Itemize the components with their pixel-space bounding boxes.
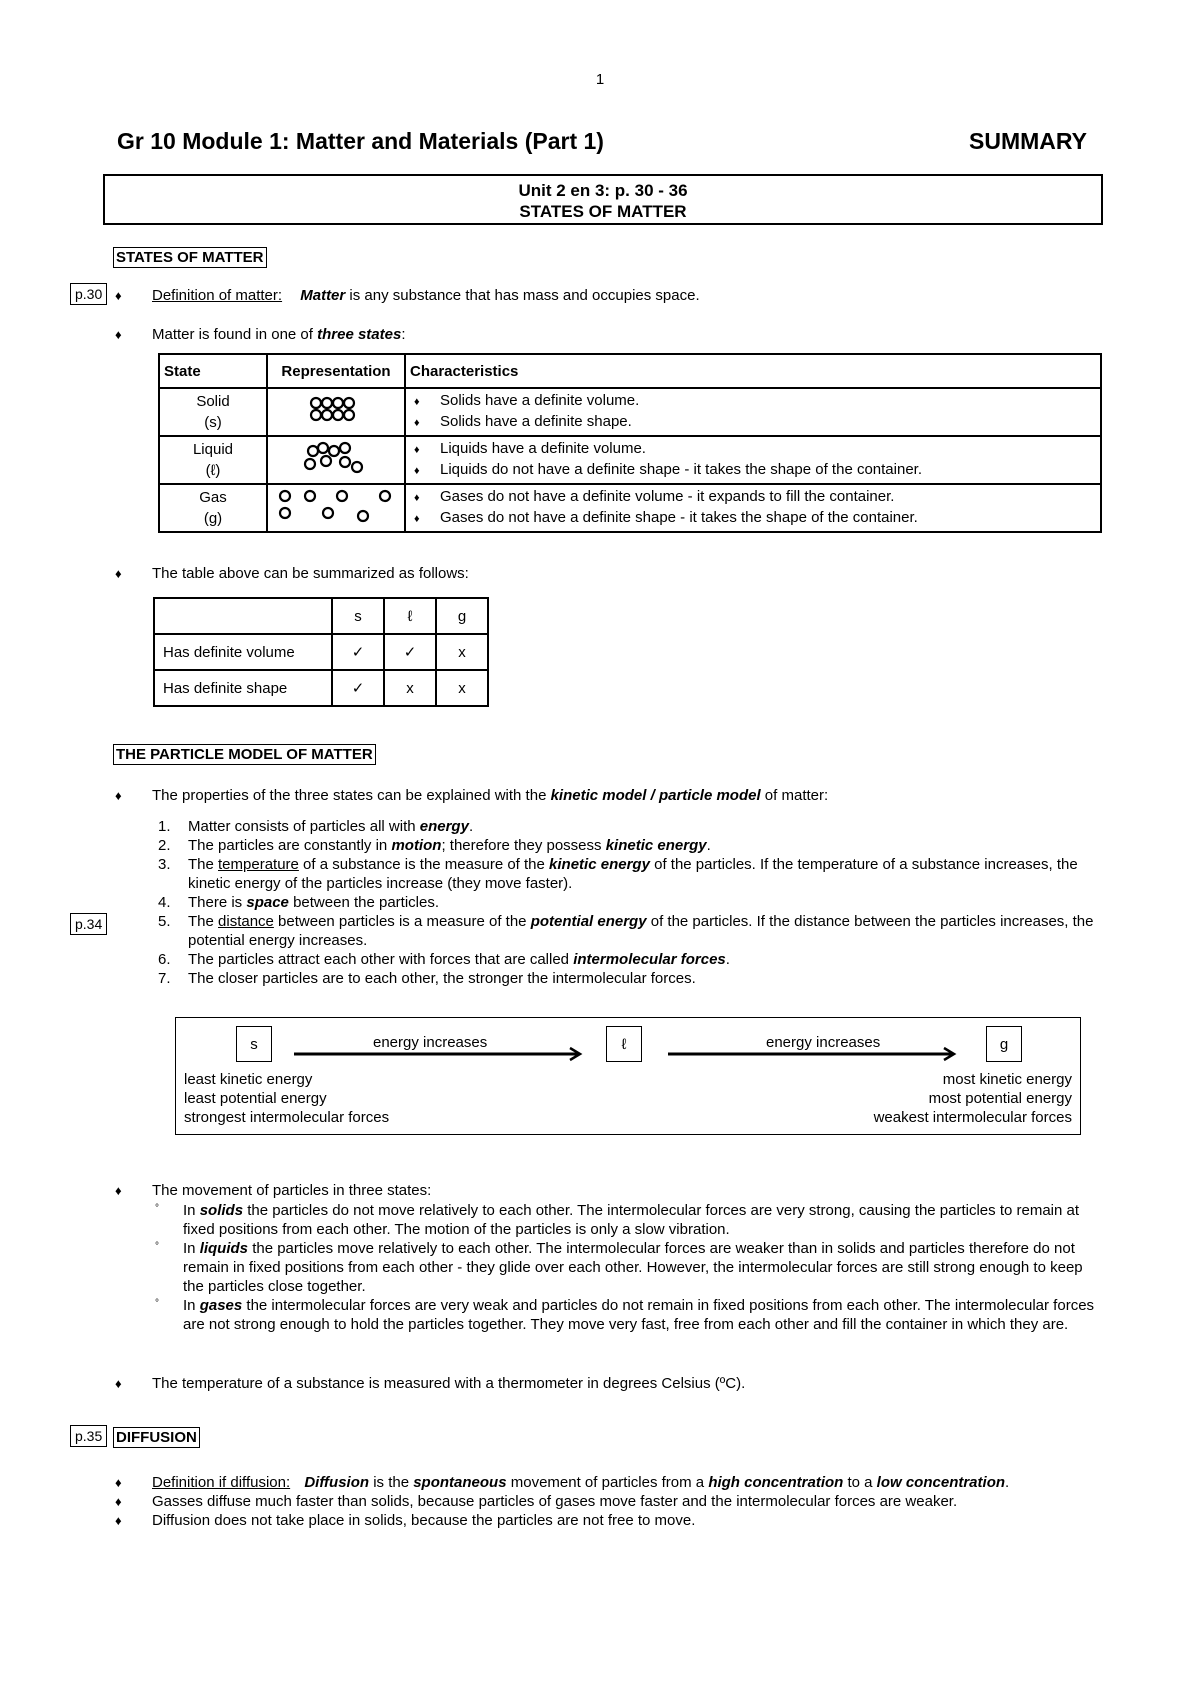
table-row: [159, 436, 1101, 484]
table-row: [159, 484, 1101, 532]
three-states-colon: :: [401, 326, 406, 343]
characteristic: ♦ Gases do not have a definite volume - it expands to fill the container.: [410, 487, 1096, 508]
characteristic: ♦ Liquids do not have a definite shape - it takes the shape of the container.: [410, 460, 1096, 481]
item-text: The: [188, 856, 219, 873]
item-text: between particles is a measure of the: [273, 913, 531, 930]
sub-text: In: [183, 1240, 200, 1257]
characteristic: ♦ Solids have a definite shape.: [410, 412, 1096, 433]
state-name: Solid: [196, 393, 230, 410]
particle-model-intro: [152, 787, 828, 804]
gas-particles-icon: [272, 487, 400, 525]
state-name: Gas: [199, 489, 227, 506]
list-item: [158, 893, 1098, 912]
summary-label: SUMMARY: [969, 128, 1087, 154]
bullet-icon: ♦: [115, 788, 122, 803]
arrow-right-icon: [294, 1046, 586, 1062]
table-row: [154, 634, 488, 670]
list-item: [158, 950, 1098, 969]
diffusion-definition: [152, 1474, 1009, 1491]
definition-text: .: [1005, 1474, 1010, 1491]
sub-text: the intermolecular forces are very weak and particles do not remain in fixed positions from each other. The intermolecular forces are not strong enough to hold the particles together. They move very fast, free from each other and fill the container in which they are.: [183, 1297, 1095, 1333]
item-text: ; therefore they possess: [441, 837, 606, 854]
three-states-line: [152, 326, 406, 343]
row-label: Has definite volume: [154, 634, 332, 670]
summary-intro: The table above can be summarized as follows:: [152, 565, 469, 582]
item-text: of the particles. If the temperature of a substance increases, the kinetic energy of the particles increase (they move faster).: [188, 856, 1078, 892]
definition-text: is any substance that has mass and occupies space.: [345, 287, 700, 304]
page-ref-34: p.34: [70, 913, 107, 935]
bullet-icon: ♦: [115, 1475, 122, 1490]
item-number: 5.: [158, 913, 171, 930]
right-properties: [874, 1070, 1072, 1127]
property-line: most potential energy: [928, 1090, 1072, 1107]
item-text: The particles are constantly in: [188, 837, 392, 854]
definition-label: Definition if diffusion:: [152, 1474, 291, 1491]
cell-value: ✓: [384, 634, 436, 670]
item-term: energy: [419, 818, 469, 835]
intro-term: kinetic model / particle model: [550, 787, 761, 804]
characteristic: ♦ Solids have a definite volume.: [410, 391, 1096, 412]
page-ref-35: p.35: [70, 1425, 107, 1447]
sub-text: In: [183, 1202, 200, 1219]
unit-line-1: Unit 2 en 3: p. 30 - 36: [518, 181, 688, 200]
state-symbol: (ℓ): [205, 462, 221, 479]
item-number: 2.: [158, 837, 171, 854]
item-text: .: [706, 837, 711, 854]
state-symbol: (s): [204, 414, 222, 431]
list-item: [158, 836, 1098, 855]
cell-value: x: [436, 634, 488, 670]
state-symbol: (g): [203, 510, 223, 527]
item-text: The: [188, 913, 219, 930]
page-title: Gr 10 Module 1: Matter and Materials (Part 1): [117, 128, 604, 154]
sub-term: gases: [199, 1297, 243, 1314]
gas-box: g: [986, 1026, 1022, 1062]
page-ref-30: p.30: [70, 283, 107, 305]
property-line: most kinetic energy: [942, 1071, 1072, 1088]
matter-definition: [152, 287, 700, 304]
cell-value: x: [436, 670, 488, 706]
sub-term: solids: [199, 1202, 244, 1219]
list-item: [158, 912, 1098, 950]
particle-model-list: [158, 817, 1098, 988]
movement-intro: The movement of particles in three states:: [152, 1182, 432, 1199]
item-underlined: distance: [218, 913, 274, 930]
sub-text: the particles do not move relatively to each other. The intermolecular forces are very strong, causing the particles to remain at fixed positions from each other. The motion of the particles is only a slow vibration.: [183, 1202, 1080, 1238]
item-text: .: [468, 818, 474, 835]
table-row: [154, 670, 488, 706]
col-solid: s: [332, 598, 384, 634]
states-table: [158, 353, 1102, 533]
col-liquid: ℓ: [384, 598, 436, 634]
property-line: weakest intermolecular forces: [873, 1109, 1072, 1126]
movement-gases: [183, 1296, 1103, 1334]
diffusion-line-3: Diffusion does not take place in solids, because the particles are not free to move.: [152, 1512, 696, 1529]
liquid-particles-icon: [301, 441, 371, 475]
item-text: The particles attract each other with forces that are called: [188, 951, 574, 968]
item-text: of a substance is the measure of the: [298, 856, 550, 873]
item-underlined: temperature: [218, 856, 299, 873]
state-name: Liquid: [192, 441, 234, 458]
definition-text: movement of particles from a: [506, 1474, 709, 1491]
intro-post: of matter:: [760, 787, 829, 804]
item-text: between the particles.: [288, 894, 439, 911]
item-term: motion: [391, 837, 442, 854]
unit-line-2: STATES OF MATTER: [519, 202, 687, 221]
header-state: State: [159, 354, 267, 388]
item-number: 1.: [158, 818, 171, 835]
header-representation: Representation: [267, 354, 405, 388]
definition-term: Matter: [300, 287, 346, 304]
definition-term: low concentration: [876, 1474, 1006, 1491]
item-text: of the particles. If the distance between the particles increases, the potential energy increases.: [188, 913, 1094, 949]
unit-box: [103, 174, 1103, 225]
list-item: [158, 817, 1098, 836]
sub-term: liquids: [199, 1240, 249, 1257]
energy-diagram: [175, 1017, 1081, 1135]
item-term: intermolecular forces: [573, 951, 726, 968]
bullet-icon: ♦: [115, 1494, 122, 1509]
page-number: 1: [595, 71, 605, 88]
item-text: .: [725, 951, 730, 968]
item-term: space: [246, 894, 289, 911]
liquid-box: ℓ: [606, 1026, 642, 1062]
header-characteristics: Characteristics: [405, 354, 1101, 388]
bullet-icon: ♦: [115, 327, 122, 342]
property-line: least kinetic energy: [184, 1071, 313, 1088]
three-states-text: Matter is found in one of: [152, 326, 318, 343]
row-label: Has definite shape: [154, 670, 332, 706]
sub-bullet-icon: °: [155, 1298, 159, 1309]
sub-text: In: [183, 1297, 200, 1314]
item-text: The closer particles are to each other, the stronger the intermolecular forces.: [188, 970, 696, 987]
movement-liquids: [183, 1239, 1103, 1296]
list-item: [158, 969, 1098, 988]
cell-value: ✓: [332, 670, 384, 706]
arrow-right-icon: [668, 1046, 960, 1062]
three-states-term: three states: [317, 326, 402, 343]
solid-particles-icon: [308, 395, 364, 425]
sub-bullet-icon: °: [155, 1203, 159, 1214]
item-term: potential energy: [530, 913, 647, 930]
definition-term: Diffusion: [304, 1474, 370, 1491]
property-line: least potential energy: [184, 1090, 327, 1107]
characteristic: ♦ Liquids have a definite volume.: [410, 439, 1096, 460]
left-properties: [184, 1070, 389, 1127]
cell-value: x: [384, 670, 436, 706]
definition-text: to a: [843, 1474, 877, 1491]
item-text: Matter consists of particles all with: [188, 818, 420, 835]
bullet-icon: ♦: [115, 1513, 122, 1528]
definition-term: spontaneous: [413, 1474, 507, 1491]
movement-solids: [183, 1201, 1103, 1239]
sub-text: the particles move relatively to each other. The intermolecular forces are weaker than in solids and particles therefore do not remain in fixed positions from each other - they glide over each other. However, the intermolecular forces are still strong enough to keep the particles close together.: [183, 1240, 1083, 1295]
definition-label: Definition of matter:: [152, 287, 283, 304]
temperature-line: The temperature of a substance is measured with a thermometer in degrees Celsius (ºC).: [152, 1375, 746, 1392]
bullet-icon: ♦: [115, 1183, 122, 1198]
item-number: 3.: [158, 856, 171, 873]
characteristic: ♦ Gases do not have a definite shape - it takes the shape of the container.: [410, 508, 1096, 529]
item-number: 4.: [158, 894, 171, 911]
bullet-icon: ♦: [115, 566, 122, 581]
bullet-icon: ♦: [115, 288, 122, 303]
definition-term: high concentration: [708, 1474, 844, 1491]
cell-value: ✓: [332, 634, 384, 670]
arrow-label: energy increases: [373, 1034, 488, 1051]
list-item: [158, 855, 1098, 893]
arrow-label: energy increases: [766, 1034, 881, 1051]
intro-text: The properties of the three states can be explained with the: [152, 787, 551, 804]
item-text: There is: [188, 894, 247, 911]
summary-table: [153, 597, 489, 707]
item-number: 6.: [158, 951, 171, 968]
bullet-icon: ♦: [115, 1376, 122, 1391]
sub-bullet-icon: °: [155, 1241, 159, 1252]
table-row: [159, 388, 1101, 436]
property-line: strongest intermolecular forces: [184, 1109, 390, 1126]
col-gas: g: [436, 598, 488, 634]
item-term: kinetic energy: [605, 837, 707, 854]
diffusion-heading: DIFFUSION: [113, 1427, 200, 1448]
diffusion-line-2: Gasses diffuse much faster than solids, because particles of gases move faster and the intermolecular forces are weaker.: [152, 1493, 958, 1510]
particle-model-heading: THE PARTICLE MODEL OF MATTER: [113, 744, 376, 765]
solid-box: s: [236, 1026, 272, 1062]
states-of-matter-heading: STATES OF MATTER: [113, 247, 267, 268]
item-term: kinetic energy: [549, 856, 650, 873]
definition-text: is the: [369, 1474, 414, 1491]
item-number: 7.: [158, 970, 171, 987]
